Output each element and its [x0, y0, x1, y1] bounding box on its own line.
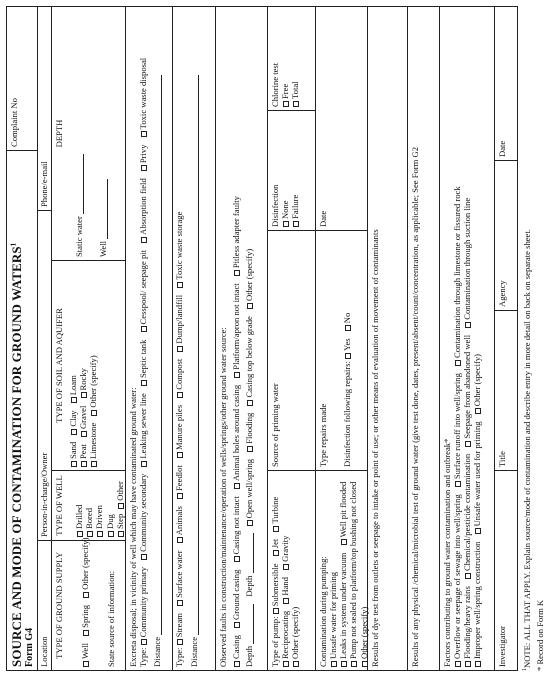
other-type-label: Type: [174, 647, 185, 667]
pump-jet-option[interactable]: Jet [270, 539, 280, 557]
pump-type-cell [268, 470, 315, 670]
excreta-options [138, 10, 148, 667]
complaint-cell[interactable] [7, 7, 37, 150]
contam-date-label: Date [318, 210, 328, 227]
well-type-heading: TYPE OF WELL [54, 475, 64, 536]
soil-clay-option[interactable]: Clay [68, 410, 78, 434]
dis-following-label: Disinfection following repairs: [342, 361, 353, 467]
results-row[interactable] [408, 7, 440, 670]
pump-gravity-option[interactable]: Gravity [280, 536, 290, 570]
supply-row [52, 7, 126, 670]
chlorine-free-option[interactable]: Free [280, 84, 290, 107]
other-animals-option[interactable]: Animals [174, 506, 184, 543]
well-bored-option[interactable]: Bored [84, 508, 94, 537]
fault-flooding-option[interactable]: Flooding [244, 413, 254, 452]
soil-sand-option[interactable]: Sand [68, 442, 78, 467]
dis-following-yes-option[interactable]: Yes [342, 338, 352, 359]
excreta-heading: Excreta disposal; in vicinity of well which may have contaminated ground water: [128, 387, 138, 667]
form-id: Form G4 [24, 627, 36, 667]
excreta-community-secondary-option[interactable]: Community secondary [138, 474, 148, 560]
other-distance-label: Distance [188, 636, 199, 667]
pump-row [268, 7, 316, 670]
soil-heading: TYPE OF SOIL AND AQUIFER [54, 308, 64, 423]
pump-hand-option[interactable]: Hand [280, 577, 290, 604]
chlorine-total-option[interactable]: Total [290, 81, 300, 107]
dye-label: Results of dye test from outlets or seepage to intake or point of use; or other means of evaluation of movement of contaminants [370, 229, 380, 667]
disinfection-cell [268, 110, 315, 230]
factor-other-option[interactable]: Other (specify) [472, 354, 482, 414]
pump-turbine-option[interactable]: Turbine [270, 497, 280, 532]
supply-heading: TYPE OF GROUND SUPPLY [54, 552, 64, 659]
state-source-label: State source of information: [106, 570, 117, 667]
excreta-distance-field[interactable] [152, 10, 162, 667]
supply-spring-option[interactable]: Spring [80, 605, 90, 636]
excreta-distance-label: Distance [152, 636, 163, 667]
soil-peat-option[interactable]: Peat [78, 444, 88, 467]
title-cell [7, 150, 37, 670]
well-type-cell [52, 470, 125, 540]
soil-options [68, 264, 98, 467]
footnote-note: $^1$NOTE: ALL THAT APPLY. Explain source/mode of contamination and describe entry in more detail on back on separate sheet. [522, 229, 532, 671]
well-other-option[interactable]: Other [115, 481, 125, 509]
soil-gravel-option[interactable]: Gravel [78, 406, 88, 437]
other-dump-option[interactable]: Dump/landfill [174, 295, 184, 352]
faults-heading: Observed faults in construction/maintenance/operation of wells/springs/other ground water source: [218, 327, 228, 667]
factors-cell [440, 7, 494, 670]
soil-cell [52, 260, 125, 470]
fault-platform-option[interactable]: Platform/apron not intact [231, 283, 241, 377]
factors-line3 [472, 10, 482, 667]
repairs-cell [316, 230, 367, 470]
chlorine-cell [268, 7, 315, 110]
supply-other-option[interactable]: Other (specify) [80, 537, 90, 597]
fault-depth1-field[interactable]: Depth [244, 604, 254, 667]
faults-cell [216, 7, 267, 670]
pump-other-option[interactable]: Other (specify) [290, 607, 300, 667]
factor-abandoned-well-option[interactable]: Seepage from abandoned well [462, 335, 472, 447]
pump-type-label: Type of pump: [270, 616, 280, 667]
factor-unsafe-priming-option[interactable]: Unsafe water used for priming [472, 421, 482, 534]
soil-other-option[interactable]: Other (specify) [88, 355, 98, 415]
soil-limestone-option[interactable]: Limestone [88, 423, 98, 467]
disinfection-failure-option[interactable]: Failure [290, 195, 300, 227]
location-field[interactable] [38, 540, 51, 670]
contam-leaks-option[interactable]: Leaks in system under vacuum [338, 553, 348, 667]
supply-options [80, 537, 91, 667]
other-toxic-storage-option[interactable]: Toxic waste storage [174, 212, 184, 288]
factor-overflow-option[interactable]: Overflow or seepage of sewage into well/spring [452, 494, 462, 667]
form-title: SOURCE AND MODE OF CONTAMINATION FOR GROUND WATERS$^1$ [9, 242, 24, 667]
investigator-label: Investigator [497, 625, 507, 667]
other-compost-option[interactable]: Compost [174, 359, 184, 398]
static-water-label: Static water [74, 216, 85, 257]
well-driven-option[interactable]: Driven [94, 505, 104, 537]
excreta-privy-option[interactable]: Privy [138, 144, 148, 171]
date-field[interactable] [495, 7, 517, 160]
soil-rocky-option[interactable]: Rocky [78, 368, 88, 398]
fault-casing-top-option[interactable]: Casing top below grade [244, 316, 254, 405]
factor-limestone-option[interactable]: Contamination through limestone or fissured rock [452, 186, 462, 366]
footnote-record: * Record on Form K [535, 599, 545, 671]
fault-depth2-field[interactable]: Depth [244, 534, 254, 597]
dis-following-no-option[interactable]: No [342, 313, 352, 332]
contamination-heading: Contamination during pumping: [318, 556, 328, 667]
static-water-field[interactable] [74, 10, 84, 257]
excreta-absorption-field-option[interactable]: Absorption field [138, 178, 148, 243]
excreta-cell [126, 7, 215, 670]
pump-reciprocating-option[interactable]: Reciprocating [280, 611, 290, 667]
priming-cell[interactable] [268, 230, 315, 470]
soil-loam-option[interactable]: Loam [68, 375, 78, 403]
excreta-septic-tank-option[interactable]: Septic tank [138, 340, 148, 386]
excreta-cesspool-option[interactable]: Cesspool/ seepage pit [138, 250, 148, 332]
investigator-field[interactable] [495, 470, 517, 670]
contam-date-cell[interactable] [316, 7, 367, 230]
factors-line1 [452, 10, 462, 667]
fault-casing-option[interactable]: Casing [231, 635, 241, 667]
fault-animal-holes-option[interactable]: Animal holes around casing [231, 385, 241, 489]
fault-other-option[interactable]: Other (specify) [244, 249, 254, 309]
pump-submersible-option[interactable]: Submersible [270, 563, 280, 614]
other-manure-option[interactable]: Manure piles [174, 405, 184, 458]
well-depth-field[interactable] [98, 10, 108, 257]
depth-heading: DEPTH [54, 119, 64, 148]
contamination-form [6, 6, 518, 671]
phone-label: Phone/e-mail [39, 161, 49, 207]
info-row [38, 7, 52, 670]
factors-line2 [462, 10, 472, 667]
excreta-row [126, 7, 216, 670]
chlorine-label: Chlorine test [270, 62, 280, 107]
factor-flooding-option[interactable]: Flooding/heavy rains [462, 586, 472, 667]
disinfection-following-field [342, 234, 352, 467]
priming-label: Source of priming water [270, 383, 280, 467]
factors-heading: Factors contributing to ground water contamination and outbreak* [442, 438, 452, 667]
title-row [7, 7, 38, 670]
excreta-toxic-disposal-option[interactable]: Toxic waste disposal [138, 58, 148, 137]
fault-casing-not-intact-option[interactable]: Casing not intact [231, 496, 241, 562]
phone-field[interactable] [38, 7, 51, 210]
repairs-label[interactable]: Type repairs made [318, 403, 328, 467]
dye-row[interactable] [368, 7, 408, 670]
factor-chemical-option[interactable]: Chemical/pesticide contamination [462, 454, 472, 579]
fault-pitless-adapter-option[interactable]: Pitless adapter faulty [231, 196, 241, 276]
other-surface-water-option[interactable]: Surface water [174, 550, 184, 605]
complaint-label: Complaint No [9, 98, 19, 147]
supply-well-option[interactable]: Well [80, 643, 90, 667]
contamination-row [316, 7, 368, 670]
contam-pit-flooded-option[interactable]: Well pit flooded [338, 482, 348, 546]
title-field[interactable] [495, 310, 517, 470]
well-step-option[interactable]: Step [115, 514, 125, 537]
other-source-options [174, 10, 184, 667]
dye-cell [368, 7, 407, 670]
person-label: Person-in-charge/Owner [39, 452, 49, 537]
excreta-leaking-sewer-option[interactable]: Leaking sewer line [138, 393, 148, 466]
fault-ground-casing-option[interactable]: Ground casing [231, 570, 241, 628]
results-label: Results of any physical /chemical/microbial test of ground water (give test done, dates, present/absent/count/concentration, as applicable; See Form G2 [410, 146, 420, 667]
title-label: Title [497, 451, 507, 467]
well-options [74, 474, 125, 537]
well-depth-label: Well [98, 240, 109, 257]
agency-label: Agency [497, 280, 507, 307]
location-label: Location [39, 636, 49, 667]
excreta-type-label: Type: [138, 647, 149, 667]
disinfection-none-option[interactable]: None [280, 200, 290, 227]
factor-runoff-option[interactable]: Surface runoff into well/spring [452, 373, 462, 487]
depth-cell [52, 7, 125, 260]
disinfection-label: Disinfection [270, 184, 280, 227]
signoff-row [495, 7, 517, 670]
fault-open-well-option[interactable]: Open well/spring [244, 459, 254, 526]
person-field[interactable] [38, 210, 51, 540]
agency-field[interactable] [495, 160, 517, 310]
factors-row [440, 7, 495, 670]
faults-row [216, 7, 268, 670]
excreta-divider [172, 7, 173, 670]
contam-unsafe-priming-option[interactable]: Unsafe water for priming [328, 572, 338, 667]
other-distance-field[interactable] [189, 10, 199, 667]
other-stream-option[interactable]: Stream [174, 613, 184, 645]
excreta-community-primary-option[interactable]: Community primary [138, 567, 148, 645]
date-label: Date [497, 140, 507, 157]
supply-cell [52, 537, 125, 670]
well-drilled-option[interactable]: Drilled [74, 505, 84, 537]
faults-options-line2 [244, 10, 254, 667]
faults-options-line1 [231, 10, 241, 667]
factor-suction-line-option[interactable]: Contamination through suction line [462, 198, 472, 328]
contam-other-option[interactable]: Other (specify) [359, 607, 369, 667]
other-feedlot-option[interactable]: Feedlot [174, 465, 184, 499]
factor-improper-construction-option[interactable]: Improper well/spring construction [472, 542, 482, 667]
well-dug-option[interactable]: Dug [105, 514, 115, 537]
contam-pump-not-sealed-option[interactable]: Pump not sealed to platform/top bushing not closed [348, 482, 358, 667]
contamination-cell [316, 470, 367, 670]
results-cell [408, 7, 439, 670]
